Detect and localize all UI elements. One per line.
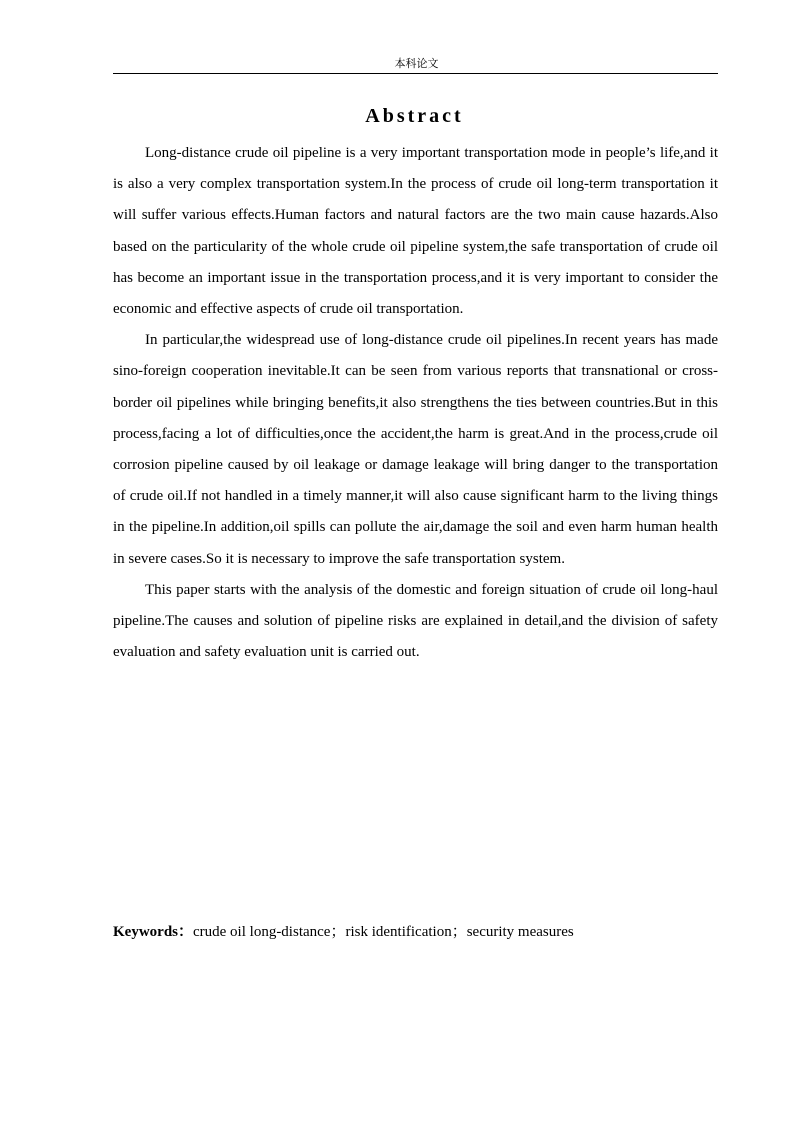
keywords-label: Keywords： bbox=[113, 924, 193, 940]
abstract-body bbox=[113, 138, 718, 668]
running-title: 本科论文 bbox=[394, 57, 439, 70]
abstract-title: Abstract bbox=[365, 105, 464, 127]
abstract-paragraph-3: This paper starts with the analysis of the domestic and foreign situation of crude oil long-haul pipeline.The causes and solution of pipeline risks are explained in detail,and the division of safety evaluation and safety evaluation unit is carried out. bbox=[113, 581, 718, 661]
keywords-line bbox=[113, 920, 718, 944]
keyword-item: risk identification； bbox=[345, 924, 467, 940]
abstract-paragraph-1: Long-distance crude oil pipeline is a very important transportation mode in people’s life,and it is also a very complex transportation system.In the process of crude oil long-term transportation it will suffer various effects.Human factors and natural factors are the two main cause hazards.Also based on the particularity of the whole crude oil pipeline system,the safe transportation of crude oil has become an important issue in the transportation process,and it is very important to consider the economic and effective aspects of crude oil transportation. bbox=[113, 145, 718, 318]
keyword-item: crude oil long-distance； bbox=[193, 924, 346, 940]
abstract-paragraph-2: In particular,the widespread use of long-distance crude oil pipelines.In recent years has made sino-foreign cooperation inevitable.It can be seen from various reports that transnational or cross-border oil pipelines while bringing benefits,it also strengthens the ties between countries.But in this process,facing a lot of difficulties,once the accident,the harm is great.And in the process,crude oil corrosion pipeline caused by oil leakage or damage leakage will bring danger to the transportation of crude oil.If not handled in a timely manner,it will also cause significant harm to the living things in the pipeline.In addition,oil spills can pollute the air,damage the soil and even harm human health in severe cases.So it is necessary to improve the safe transportation system. bbox=[113, 332, 718, 567]
header-divider bbox=[113, 73, 718, 74]
keyword-item: security measures bbox=[466, 924, 574, 940]
